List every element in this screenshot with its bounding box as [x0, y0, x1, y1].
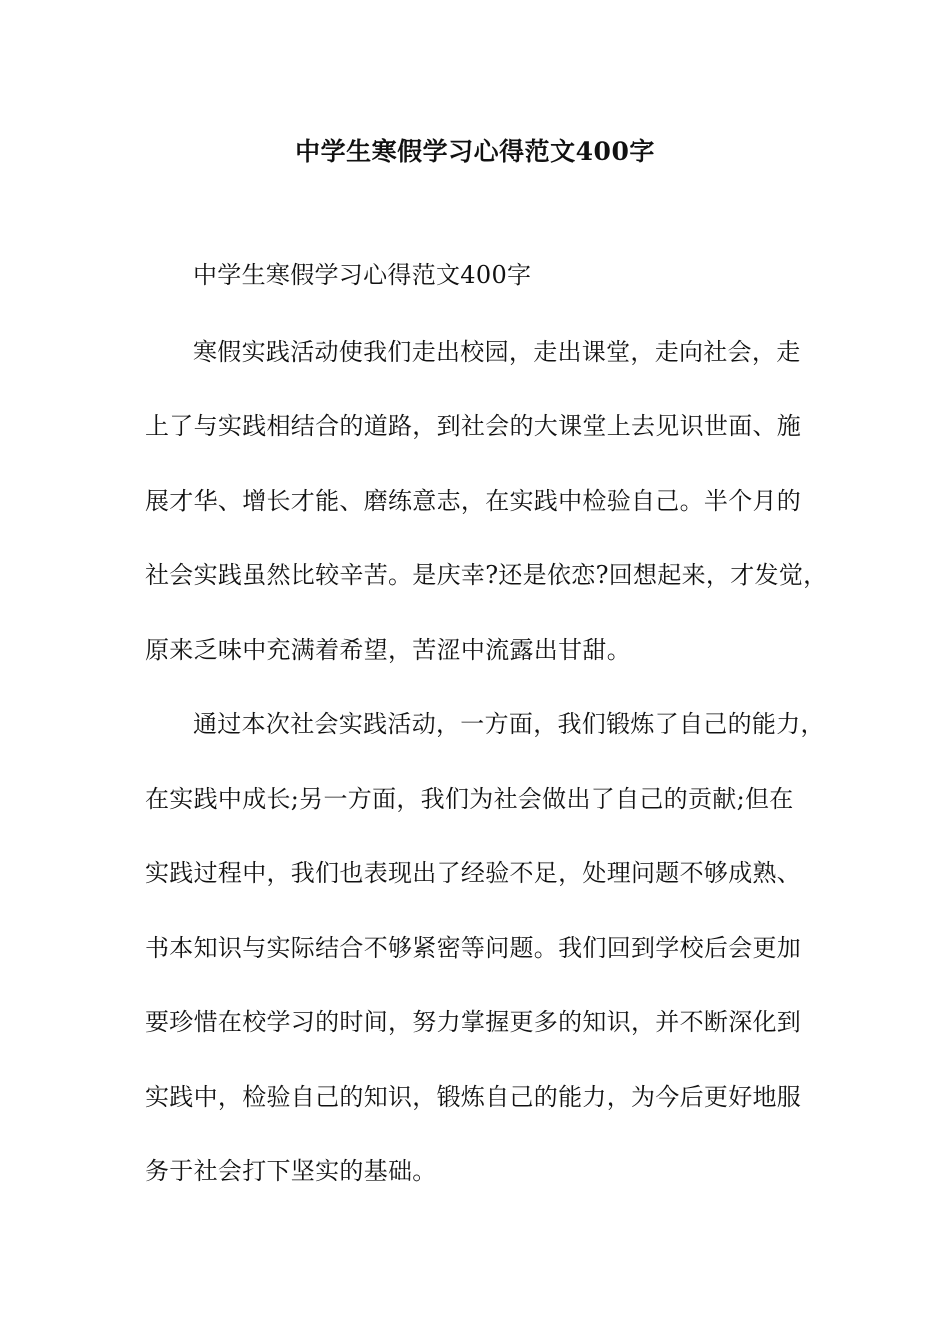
paragraph-line: 实践中，检验自己的知识，锻炼自己的能力，为今后更好地服 — [145, 1083, 802, 1111]
paragraph-line: 务于社会打下坚实的基础。 — [145, 1157, 437, 1185]
paragraph-line: 实践过程中，我们也表现出了经验不足，处理问题不够成熟、 — [145, 859, 802, 887]
paragraph-line: 上了与实践相结合的道路，到社会的大课堂上去见识世面、施 — [145, 412, 802, 440]
document-subtitle: 中学生寒假学习心得范文400字 — [193, 261, 532, 289]
paragraph-line: 通过本次社会实践活动，一方面，我们锻炼了自己的能力， — [193, 710, 825, 738]
paragraph-line: 书本知识与实际结合不够紧密等问题。我们回到学校后会更加 — [145, 934, 802, 962]
paragraph-line: 寒假实践活动使我们走出校园，走出课堂，走向社会，走 — [193, 338, 801, 366]
paragraph-line: 社会实践虽然比较辛苦。是庆幸?还是依恋?回想起来，才发觉， — [145, 561, 828, 589]
paragraph-line: 在实践中成长;另一方面，我们为社会做出了自己的贡献;但在 — [145, 785, 794, 813]
paragraph-line: 展才华、增长才能、磨练意志，在实践中检验自己。半个月的 — [145, 487, 802, 515]
paragraph-line: 要珍惜在校学习的时间，努力掌握更多的知识，并不断深化到 — [145, 1008, 802, 1036]
document-title: 中学生寒假学习心得范文400字 — [295, 137, 655, 166]
paragraph-line: 原来乏味中充满着希望，苦涩中流露出甘甜。 — [145, 636, 631, 664]
